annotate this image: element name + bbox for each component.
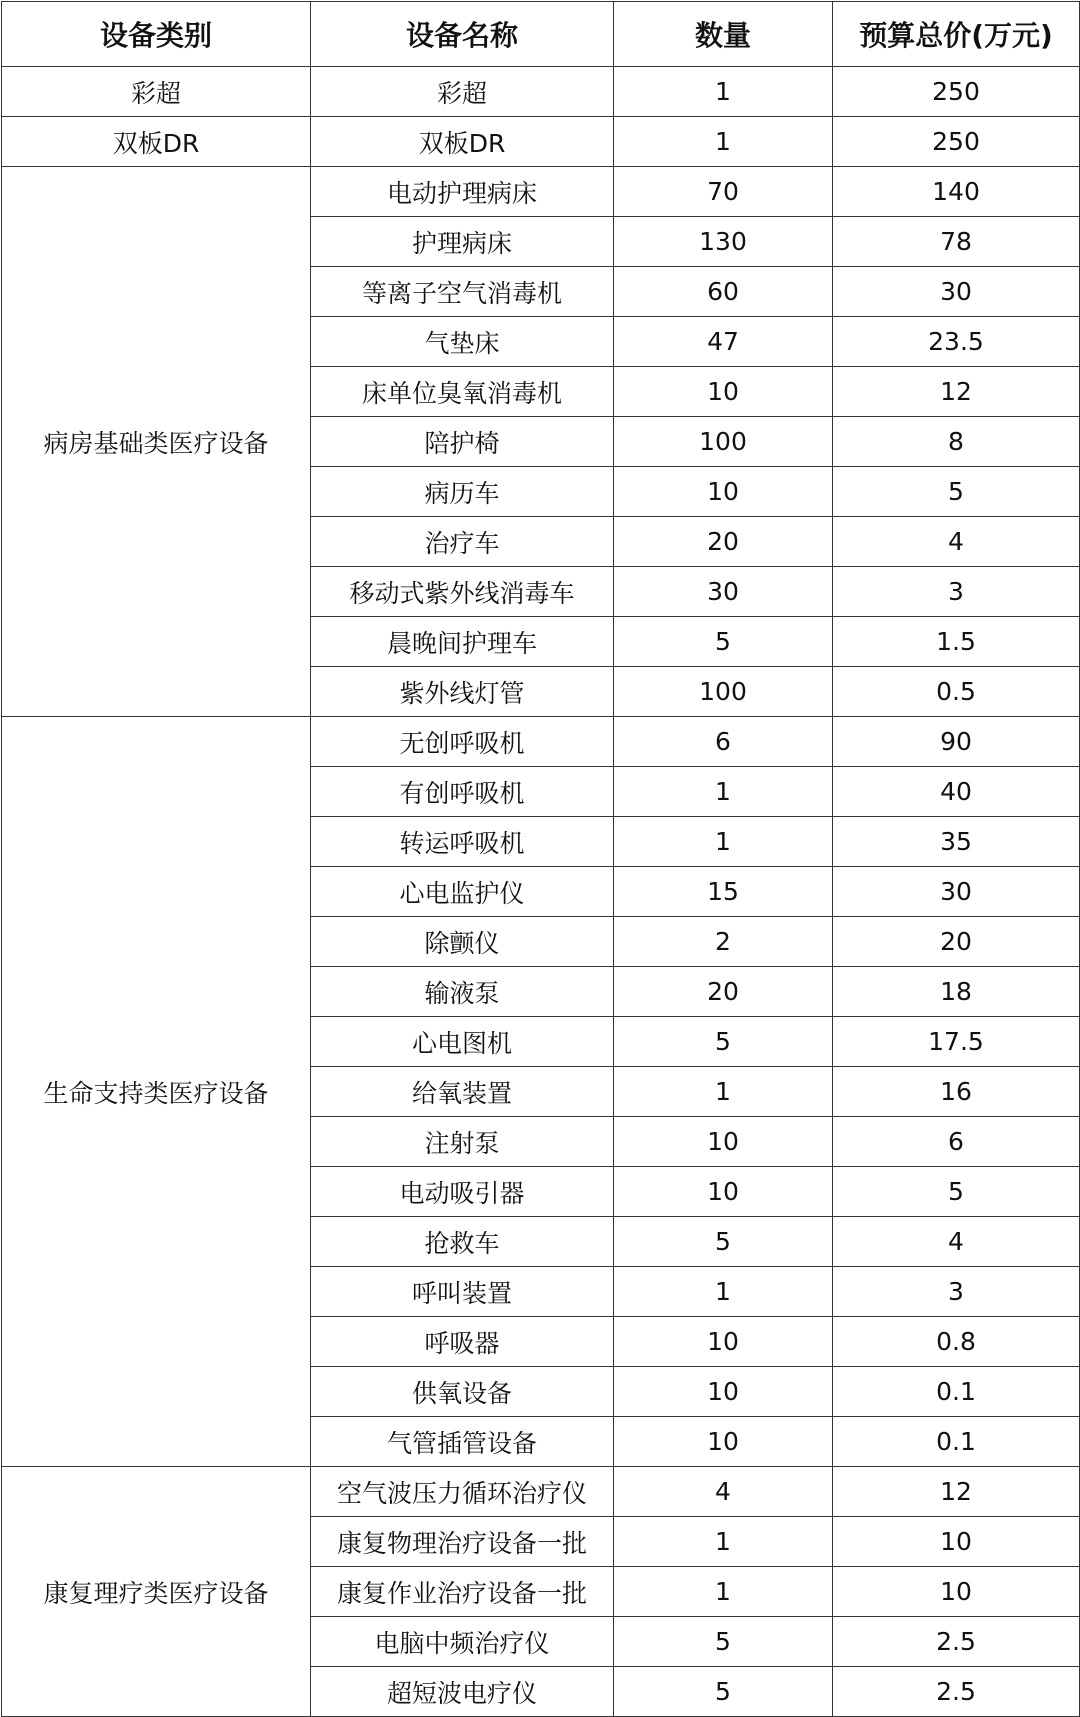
name-cell: 心电监护仪: [311, 867, 614, 917]
name-cell: 电动吸引器: [311, 1167, 614, 1217]
quantity-cell: 1: [614, 767, 833, 817]
budget-cell: 10: [833, 1567, 1080, 1617]
header-row: [2, 2, 1080, 67]
header-budget: 预算总价(万元): [833, 2, 1080, 67]
name-cell: 除颤仪: [311, 917, 614, 967]
budget-cell: 6: [833, 1117, 1080, 1167]
budget-cell: 2.5: [833, 1617, 1080, 1667]
quantity-cell: 20: [614, 517, 833, 567]
budget-cell: 8: [833, 417, 1080, 467]
quantity-cell: 1: [614, 67, 833, 117]
header-name: 设备名称: [311, 2, 614, 67]
quantity-cell: 100: [614, 417, 833, 467]
quantity-cell: 15: [614, 867, 833, 917]
quantity-cell: 6: [614, 717, 833, 767]
table-row: [2, 67, 1080, 117]
table-row: [2, 1467, 1080, 1517]
table-row: [2, 117, 1080, 167]
name-cell: 有创呼吸机: [311, 767, 614, 817]
name-cell: 紫外线灯管: [311, 667, 614, 717]
quantity-cell: 4: [614, 1467, 833, 1517]
name-cell: 移动式紫外线消毒车: [311, 567, 614, 617]
name-cell: 呼吸器: [311, 1317, 614, 1367]
name-cell: 呼叫装置: [311, 1267, 614, 1317]
name-cell: 气垫床: [311, 317, 614, 367]
name-cell: 治疗车: [311, 517, 614, 567]
name-cell: 双板DR: [311, 117, 614, 167]
quantity-cell: 130: [614, 217, 833, 267]
name-cell: 电动护理病床: [311, 167, 614, 217]
quantity-cell: 10: [614, 1167, 833, 1217]
budget-cell: 140: [833, 167, 1080, 217]
budget-cell: 18: [833, 967, 1080, 1017]
table-header: [2, 2, 1080, 67]
budget-cell: 10: [833, 1517, 1080, 1567]
budget-cell: 12: [833, 367, 1080, 417]
name-cell: 等离子空气消毒机: [311, 267, 614, 317]
quantity-cell: 60: [614, 267, 833, 317]
quantity-cell: 5: [614, 617, 833, 667]
name-cell: 护理病床: [311, 217, 614, 267]
budget-cell: 3: [833, 1267, 1080, 1317]
name-cell: 输液泵: [311, 967, 614, 1017]
name-cell: 康复作业治疗设备一批: [311, 1567, 614, 1617]
budget-cell: 40: [833, 767, 1080, 817]
quantity-cell: 5: [614, 1217, 833, 1267]
name-cell: 彩超: [311, 67, 614, 117]
quantity-cell: 1: [614, 817, 833, 867]
table-row: [2, 717, 1080, 767]
name-cell: 空气波压力循环治疗仪: [311, 1467, 614, 1517]
quantity-cell: 5: [614, 1617, 833, 1667]
budget-cell: 0.8: [833, 1317, 1080, 1367]
budget-cell: 23.5: [833, 317, 1080, 367]
name-cell: 给氧装置: [311, 1067, 614, 1117]
quantity-cell: 20: [614, 967, 833, 1017]
budget-cell: 35: [833, 817, 1080, 867]
quantity-cell: 10: [614, 1417, 833, 1467]
table-body: [2, 67, 1080, 1717]
name-cell: 心电图机: [311, 1017, 614, 1067]
budget-cell: 250: [833, 117, 1080, 167]
quantity-cell: 1: [614, 117, 833, 167]
budget-cell: 17.5: [833, 1017, 1080, 1067]
name-cell: 供氧设备: [311, 1367, 614, 1417]
budget-cell: 5: [833, 467, 1080, 517]
quantity-cell: 70: [614, 167, 833, 217]
quantity-cell: 47: [614, 317, 833, 367]
budget-cell: 30: [833, 867, 1080, 917]
budget-cell: 5: [833, 1167, 1080, 1217]
name-cell: 超短波电疗仪: [311, 1667, 614, 1717]
name-cell: 陪护椅: [311, 417, 614, 467]
quantity-cell: 10: [614, 1367, 833, 1417]
quantity-cell: 10: [614, 467, 833, 517]
name-cell: 气管插管设备: [311, 1417, 614, 1467]
category-cell: 彩超: [2, 67, 311, 117]
name-cell: 晨晚间护理车: [311, 617, 614, 667]
budget-cell: 90: [833, 717, 1080, 767]
name-cell: 床单位臭氧消毒机: [311, 367, 614, 417]
table-row: [2, 167, 1080, 217]
name-cell: 无创呼吸机: [311, 717, 614, 767]
budget-cell: 30: [833, 267, 1080, 317]
equipment-budget-table: [1, 1, 1080, 1717]
budget-cell: 78: [833, 217, 1080, 267]
budget-cell: 0.5: [833, 667, 1080, 717]
quantity-cell: 1: [614, 1067, 833, 1117]
budget-cell: 12: [833, 1467, 1080, 1517]
category-cell: 病房基础类医疗设备: [2, 167, 311, 717]
budget-cell: 3: [833, 567, 1080, 617]
quantity-cell: 5: [614, 1017, 833, 1067]
quantity-cell: 1: [614, 1567, 833, 1617]
budget-cell: 20: [833, 917, 1080, 967]
name-cell: 转运呼吸机: [311, 817, 614, 867]
name-cell: 病历车: [311, 467, 614, 517]
quantity-cell: 5: [614, 1667, 833, 1717]
quantity-cell: 1: [614, 1267, 833, 1317]
quantity-cell: 10: [614, 1317, 833, 1367]
budget-cell: 16: [833, 1067, 1080, 1117]
name-cell: 康复物理治疗设备一批: [311, 1517, 614, 1567]
quantity-cell: 100: [614, 667, 833, 717]
name-cell: 抢救车: [311, 1217, 614, 1267]
quantity-cell: 1: [614, 1517, 833, 1567]
budget-cell: 0.1: [833, 1417, 1080, 1467]
category-cell: 康复理疗类医疗设备: [2, 1467, 311, 1717]
budget-cell: 2.5: [833, 1667, 1080, 1717]
budget-cell: 1.5: [833, 617, 1080, 667]
budget-cell: 4: [833, 517, 1080, 567]
quantity-cell: 10: [614, 367, 833, 417]
name-cell: 电脑中频治疗仪: [311, 1617, 614, 1667]
budget-cell: 0.1: [833, 1367, 1080, 1417]
quantity-cell: 2: [614, 917, 833, 967]
category-cell: 生命支持类医疗设备: [2, 717, 311, 1467]
category-cell: 双板DR: [2, 117, 311, 167]
quantity-cell: 10: [614, 1117, 833, 1167]
budget-cell: 4: [833, 1217, 1080, 1267]
budget-cell: 250: [833, 67, 1080, 117]
name-cell: 注射泵: [311, 1117, 614, 1167]
header-quantity: 数量: [614, 2, 833, 67]
header-category: 设备类别: [2, 2, 311, 67]
quantity-cell: 30: [614, 567, 833, 617]
